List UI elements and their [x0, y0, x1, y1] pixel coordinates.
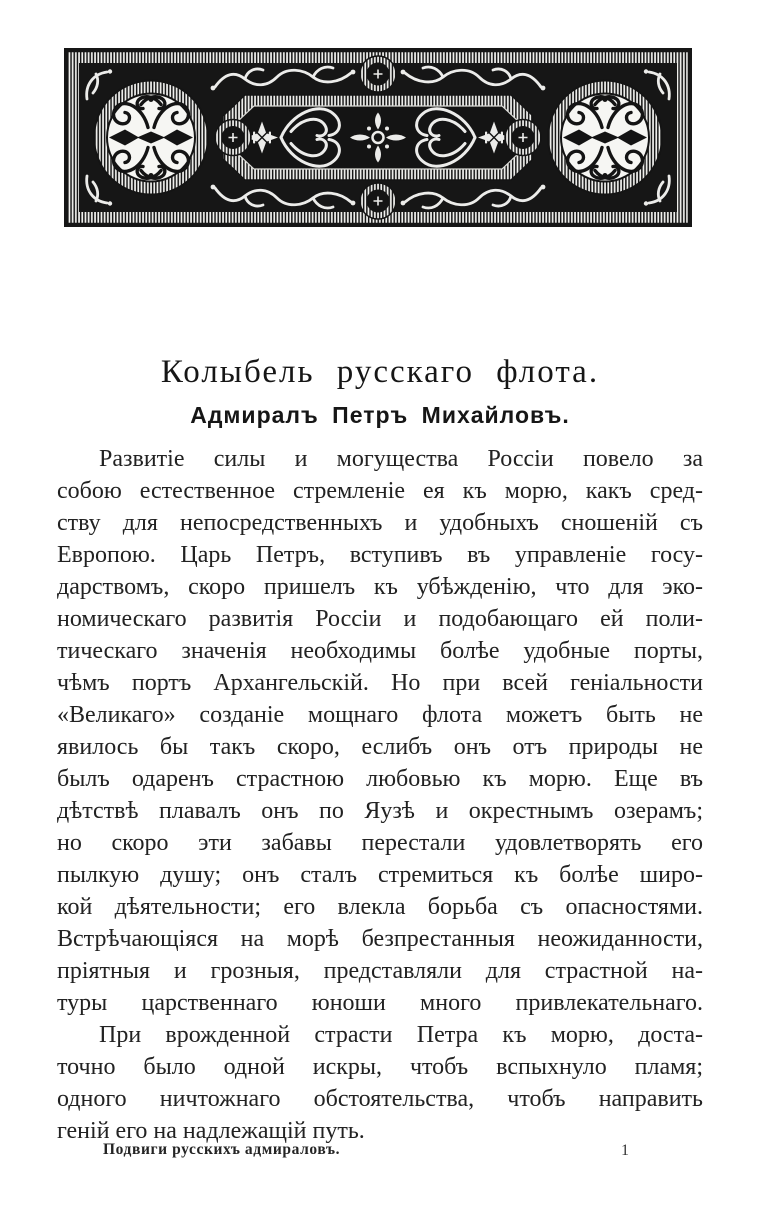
- body-line: пріятныя и грозныя, представляли для страстной на-: [57, 958, 703, 984]
- body-line: дарствомъ, скоро пришелъ къ убѣжденію, что для эко-: [57, 574, 703, 600]
- body-line: точно было одной искры, чтобъ вспыхнуло пламя;: [57, 1054, 703, 1080]
- body-line: тическаго значенія необходимы болѣе удобные порты,: [57, 638, 703, 664]
- body-line: дѣтствѣ плавалъ онъ по Яузѣ и окрестнымъ озерамъ;: [57, 798, 703, 824]
- body-line: былъ одаренъ страстною любовью къ морю. Еще въ: [57, 766, 703, 792]
- page-footer: [57, 1141, 703, 1165]
- body-line: чѣмъ портъ Архангельскій. Но при всей геніальности: [57, 670, 703, 696]
- chapter-title: Колыбель русскаго флота.: [160, 354, 600, 390]
- body-line: ству для непосредственныхъ и удобныхъ сношеній съ: [57, 510, 703, 536]
- body-line: но скоро эти забавы перестали удовлетворять его: [57, 830, 703, 856]
- body-line: пылкую душу; онъ сталъ стремиться къ болѣе широ-: [57, 862, 703, 888]
- body-line: явилось бы такъ скоро, еслибъ онъ отъ природы не: [57, 734, 703, 760]
- body-line: «Великаго» созданіе мощнаго флота можетъ быть не: [57, 702, 703, 728]
- body-line: кой дѣятельности; его влекла борьба съ опасностями.: [57, 894, 703, 920]
- body-line: номическаго развитія Россіи и подобающаго ей поли-: [57, 606, 703, 632]
- headpiece-engraving-svg: [63, 47, 693, 228]
- chapter-subtitle: Адмиралъ Петръ Михайловъ.: [190, 402, 570, 428]
- body-line: одного ничтожнаго обстоятельства, чтобъ направить: [57, 1086, 703, 1112]
- body-line: Европою. Царь Петръ, вступивъ въ управленіе госу-: [57, 542, 703, 568]
- body-line: собою естественное стремленіе ея къ морю, какъ сред-: [57, 478, 703, 504]
- body-line: Развитіе силы и могущества Россіи повело за: [99, 446, 703, 472]
- body-line: Встрѣчающіяся на морѣ безпрестанныя неожиданности,: [57, 926, 703, 952]
- page-number: 1: [621, 1142, 629, 1159]
- body-line: туры царственнаго юноши много привлекательнаго.: [57, 990, 703, 1016]
- body-text: [57, 443, 703, 1147]
- body-line: геній его на надлежащій путь.: [57, 1118, 365, 1144]
- headpiece-ornament: [63, 47, 693, 228]
- running-title: Подвиги русскихъ адмираловъ.: [103, 1141, 341, 1158]
- body-line: При врожденной страсти Петра къ морю, доста-: [99, 1022, 703, 1048]
